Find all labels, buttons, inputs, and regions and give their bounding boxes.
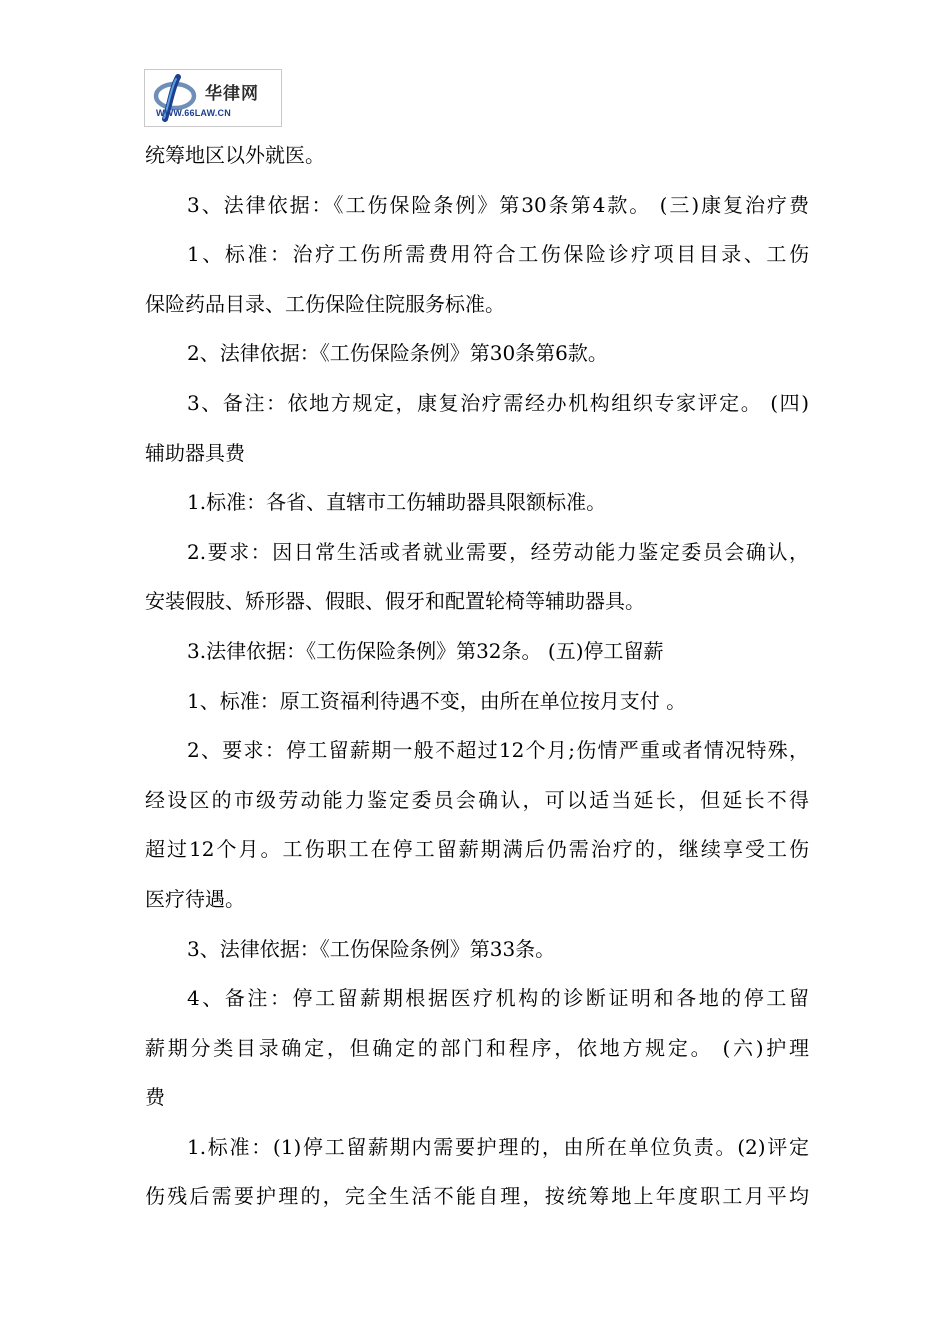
text-line: 3、备注：依地方规定，康复治疗需经办机构组织专家评定。 (四) [187, 390, 809, 415]
text-line: 1、标准：原工资福利待遇不变，由所在单位按月支付 。 [187, 688, 687, 713]
text-line: 统筹地区以外就医。 [145, 143, 325, 167]
text-line: 经设区的市级劳动能力鉴定委员会确认，可以适当延长，但延长不得 [145, 787, 809, 812]
text-line: 薪期分类目录确定，但确定的部门和程序，依地方规定。 (六)护理 [145, 1035, 809, 1060]
text-line: 2、要求：停工留薪期一般不超过12个月;伤情严重或者情况特殊， [187, 738, 809, 763]
text-line: 保险药品目录、工伤保险住院服务标准。 [145, 291, 505, 316]
logo-url: WWW.66LAW.CN [156, 108, 231, 118]
text-line: 3、法律依据：《工伤保险条例》第30条第4款。 (三)康复治疗费 [187, 192, 809, 217]
text-line: 费 [145, 1085, 165, 1110]
text-line: 3、法律依据：《工伤保险条例》第33条。 [187, 936, 556, 961]
text-line: 1.标准：各省、直辖市工伤辅助器具限额标准。 [187, 490, 607, 515]
text-line: 4、备注：停工留薪期根据医疗机构的诊断证明和各地的停工留 [187, 986, 809, 1011]
text-line: 医疗待遇。 [145, 886, 245, 911]
text-line: 1.标准：(1)停工留薪期内需要护理的，由所在单位负责。(2)评定 [187, 1134, 809, 1159]
text-line: 3.法律依据：《工伤保险条例》第32条。 (五)停工留薪 [187, 638, 664, 663]
text-line: 1、标准：治疗工伤所需费用符合工伤保险诊疗项目目录、工伤 [187, 242, 809, 267]
document-body [145, 131, 809, 1222]
text-line: 超过12个月。工伤职工在停工留薪期满后仍需治疗的，继续享受工伤 [145, 837, 809, 862]
text-line: 2、法律依据：《工伤保险条例》第30条第6款。 [187, 341, 608, 366]
text-line: 2.要求：因日常生活或者就业需要，经劳动能力鉴定委员会确认， [187, 539, 809, 564]
text-line: 安装假肢、矫形器、假眼、假牙和配置轮椅等辅助器具。 [145, 589, 645, 614]
text-line: 伤残后需要护理的，完全生活不能自理，按统筹地上年度职工月平均 [145, 1184, 809, 1209]
logo-name: 华律网 [205, 84, 259, 104]
text-line: 辅助器具费 [145, 440, 245, 465]
site-logo[interactable] [144, 69, 282, 127]
